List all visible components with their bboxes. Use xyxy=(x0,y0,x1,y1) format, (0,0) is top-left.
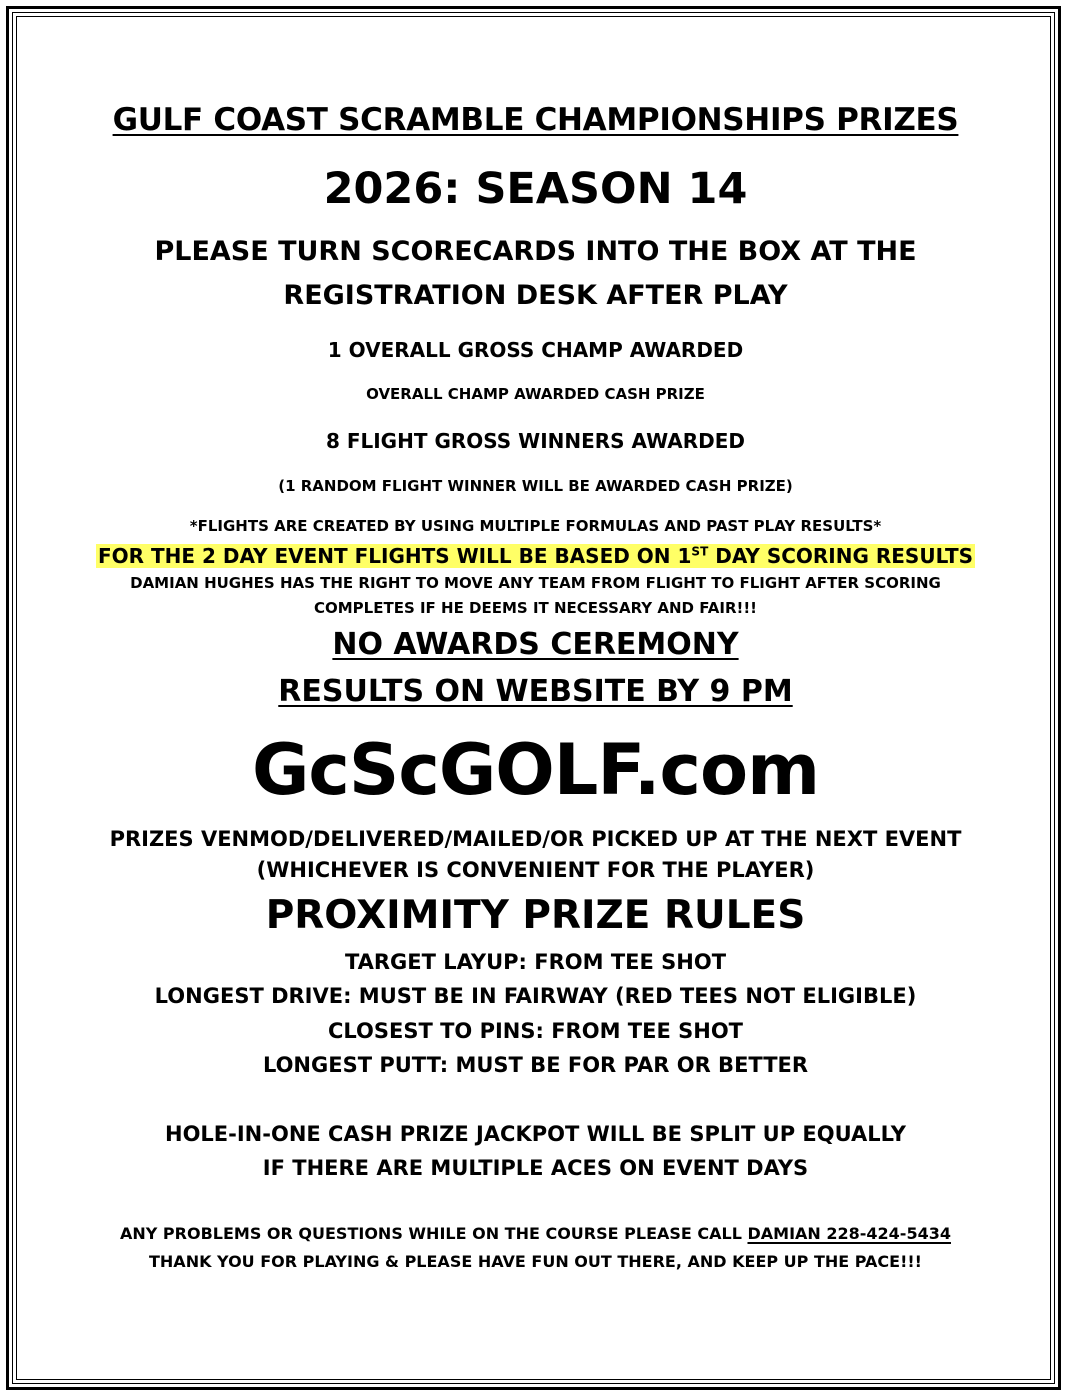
website-url: GcScGOLF.com xyxy=(251,729,820,811)
hole-in-one-line-1: HOLE-IN-ONE CASH PRIZE JACKPOT WILL BE SPLIT UP EQUALLY xyxy=(165,1122,906,1146)
rule-closest-to-pins: CLOSEST TO PINS: FROM TEE SHOT xyxy=(327,1019,743,1043)
two-day-event-text-end: DAY SCORING RESULTS xyxy=(708,544,974,568)
two-day-event-text: FOR THE 2 DAY EVENT FLIGHTS WILL BE BASED ON 1 xyxy=(97,544,692,568)
no-awards-ceremony: NO AWARDS CEREMONY xyxy=(332,627,739,662)
two-day-event-highlight xyxy=(96,544,975,568)
move-team-line-2: COMPLETES IF HE DEEMS IT NECESSARY AND FAIR!!! xyxy=(313,599,758,617)
rule-target-layup: TARGET LAYUP: FROM TEE SHOT xyxy=(344,950,727,974)
document-title: GULF COAST SCRAMBLE CHAMPIONSHIPS PRIZES xyxy=(112,102,959,138)
contact-line xyxy=(20,1226,1051,1242)
overall-gross-champ: 1 OVERALL GROSS CHAMP AWARDED xyxy=(327,338,744,362)
contact-phone-link[interactable]: DAMIAN 228-424-5434 xyxy=(747,1224,951,1243)
rule-longest-putt: LONGEST PUTT: MUST BE FOR PAR OR BETTER xyxy=(262,1053,809,1077)
turn-in-line-1: PLEASE TURN SCORECARDS INTO THE BOX AT THE xyxy=(154,236,917,267)
overall-cash-prize: OVERALL CHAMP AWARDED CASH PRIZE xyxy=(366,385,705,403)
prizes-delivery-line-1: PRIZES VENMOD/DELIVERED/MAILED/OR PICKED UP AT THE NEXT EVENT xyxy=(109,827,962,851)
contact-text: ANY PROBLEMS OR QUESTIONS WHILE ON THE COURSE PLEASE CALL xyxy=(120,1224,748,1243)
proximity-rules-heading: PROXIMITY PRIZE RULES xyxy=(265,893,806,938)
season-heading: 2026: SEASON 14 xyxy=(323,164,748,214)
rule-longest-drive: LONGEST DRIVE: MUST BE IN FAIRWAY (RED TEES NOT ELIGIBLE) xyxy=(154,984,917,1008)
ordinal-superscript: ST xyxy=(691,544,709,559)
hole-in-one-line-2: IF THERE ARE MULTIPLE ACES ON EVENT DAYS xyxy=(262,1156,809,1180)
thank-you-line: THANK YOU FOR PLAYING & PLEASE HAVE FUN OUT THERE, AND KEEP UP THE PACE!!! xyxy=(149,1252,922,1271)
flights-created-note: *FLIGHTS ARE CREATED BY USING MULTIPLE FORMULAS AND PAST PLAY RESULTS* xyxy=(189,517,882,535)
flight-winners: 8 FLIGHT GROSS WINNERS AWARDED xyxy=(325,429,746,453)
prizes-delivery-line-2: (WHICHEVER IS CONVENIENT FOR THE PLAYER) xyxy=(256,858,815,882)
two-day-event-line xyxy=(20,546,1051,566)
results-on-website: RESULTS ON WEBSITE BY 9 PM xyxy=(278,674,793,709)
turn-in-line-2: REGISTRATION DESK AFTER PLAY xyxy=(283,280,788,311)
move-team-line-1: DAMIAN HUGHES HAS THE RIGHT TO MOVE ANY TEAM FROM FLIGHT TO FLIGHT AFTER SCORING xyxy=(130,574,941,592)
random-flight-winner: (1 RANDOM FLIGHT WINNER WILL BE AWARDED CASH PRIZE) xyxy=(278,477,793,495)
